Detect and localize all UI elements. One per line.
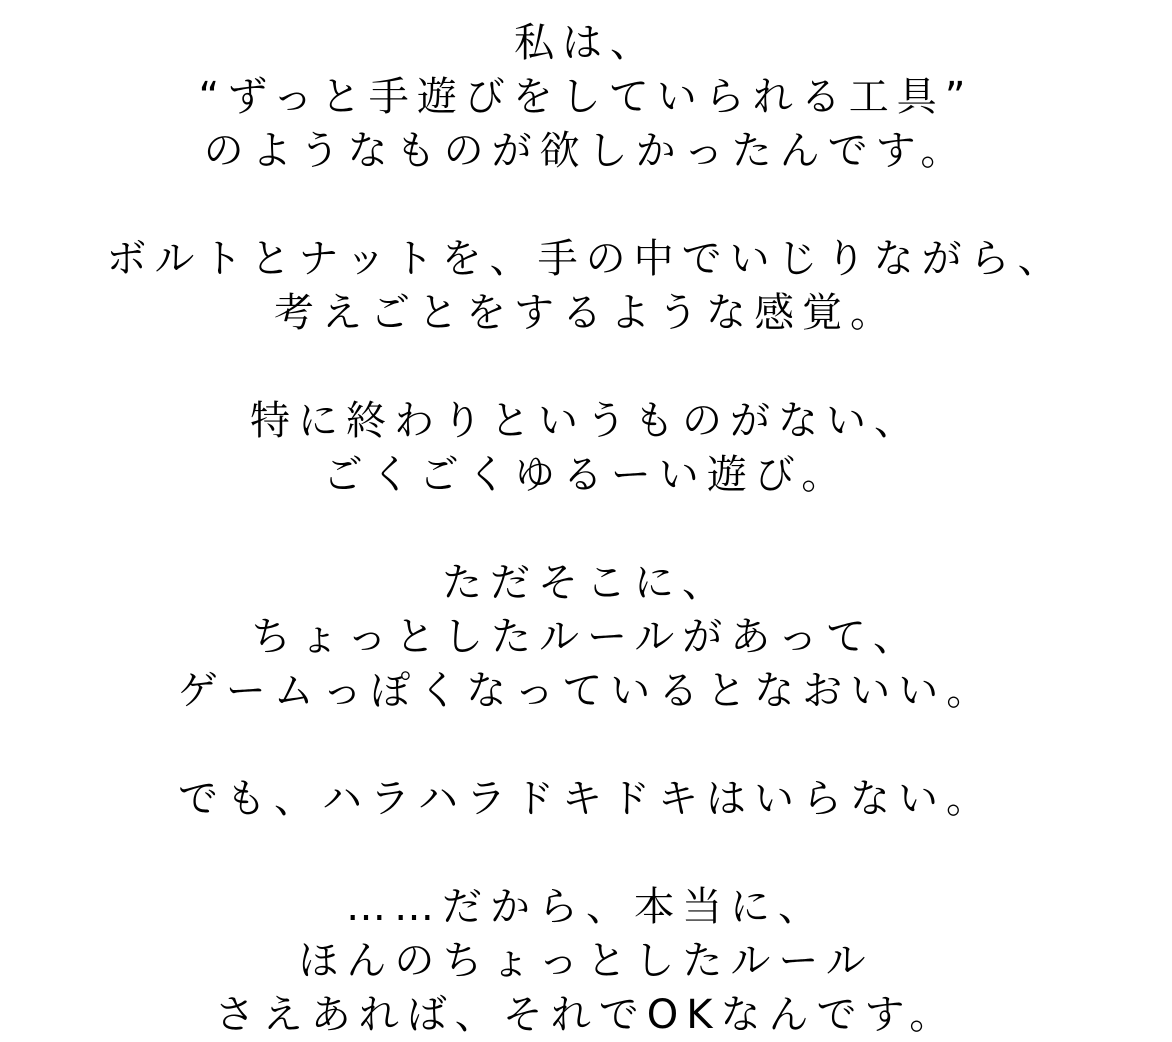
text-line: ごくごくゆるーい遊び。 bbox=[322, 452, 850, 498]
paragraph-intro bbox=[0, 16, 1172, 178]
text-line: ちょっとしたルールがあって、 bbox=[251, 614, 921, 660]
text-line: “ずっと手遊びをしていられる工具” bbox=[198, 74, 974, 120]
text-line: でも、ハラハラドキドキはいらない。 bbox=[178, 776, 994, 822]
text-line: ゲームっぽくなっているとなおいい。 bbox=[177, 668, 995, 714]
paragraph-conclusion bbox=[0, 880, 1172, 1042]
text-line: 私は、 bbox=[514, 20, 658, 66]
text-line: 考えごとをするような感覚。 bbox=[274, 290, 898, 336]
text-line: ……だから、本当に、 bbox=[346, 884, 826, 930]
paragraph-bolt-nut bbox=[0, 232, 1172, 340]
text-line: ボルトとナットを、手の中でいじりながら、 bbox=[106, 236, 1066, 282]
paragraph-no-thrill bbox=[0, 772, 1172, 826]
text-line: ほんのちょっとしたルール bbox=[298, 938, 874, 984]
paragraph-no-end bbox=[0, 394, 1172, 502]
paragraph-small-rules bbox=[0, 556, 1172, 718]
text-line: のようなものが欲しかったんです。 bbox=[203, 128, 969, 174]
text-line: 特に終わりというものがない、 bbox=[250, 398, 922, 444]
text-line: さえあれば、それでOKなんです。 bbox=[214, 992, 958, 1038]
text-line: ただそこに、 bbox=[442, 560, 730, 606]
